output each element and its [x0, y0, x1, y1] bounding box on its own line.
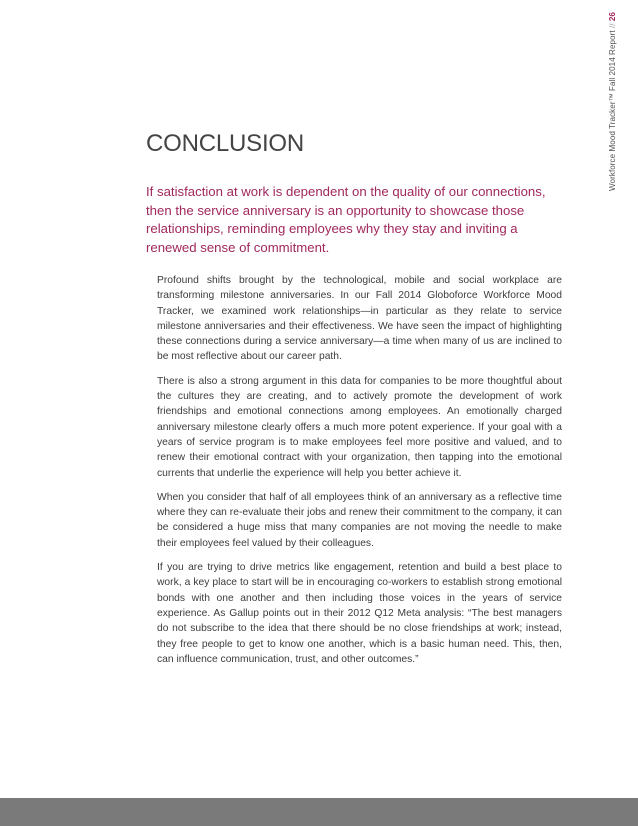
body-paragraph-2: There is also a strong argument in this data for companies to be more thoughtful about the cultures they are creating, and to actively promote the development of work friendships and emotional connections among employees. An emotionally charged anniversary milestone clearly offers a much more potent experience. If your goal with a years of service program is to make employees feel more positive and valued, and to renew their emotional contract with your organization, then tapping into the emotional currents that underlie the experience will help you better achieve it. [157, 375, 562, 479]
footer-bar [0, 798, 638, 826]
report-title: Workforce Mood Tracker™ Fall 2014 Report [607, 29, 617, 191]
running-header [599, 12, 625, 190]
page-title: CONCLUSION [146, 130, 305, 157]
body-paragraph-4: If you are trying to drive metrics like engagement, retention and build a best place to work, a key place to start will be in encouraging co-workers to establish strong emotional bonds with one another and then including those voices in the years of service experience. As Gallup points out in their 2012 Q12 Meta analysis: “The best managers do not subscribe to the idea that there should be no close friendships at work; instead, they free people to get to know one another, which is a basic human need. This, then, can influence communication, trust, and other outcomes.” [157, 562, 562, 665]
running-header-text [608, 12, 617, 191]
header-separator: // [607, 22, 617, 28]
body-text [157, 273, 562, 676]
body-paragraph-3: When you consider that half of all employees think of an anniversary as a reflective time where they can re-evaluate their jobs and renew their commitment to the company, it can be considered a huge miss that many companies are not moving the needle to make their employees feel valued by their colleagues. [157, 491, 562, 549]
page-number: 26 [607, 11, 617, 21]
intro-lead-paragraph: If satisfaction at work is dependent on the quality of our connections, then the service anniversary is an opportunity to showcase those relationships, reminding employees why they stay and inviting a renewed sense of commitment. [146, 184, 546, 256]
body-paragraph-1: Profound shifts brought by the technological, mobile and social workplace are transforming milestone anniversaries. In our Fall 2014 Globoforce Workforce Mood Tracker, we examined work relationships—in particular as they relate to service milestone anniversaries and their effectiveness. We have seen the impact of highlighting these connections during a service anniversary—a time when many of us are inclined to be most reflective about our career path. [157, 275, 562, 363]
